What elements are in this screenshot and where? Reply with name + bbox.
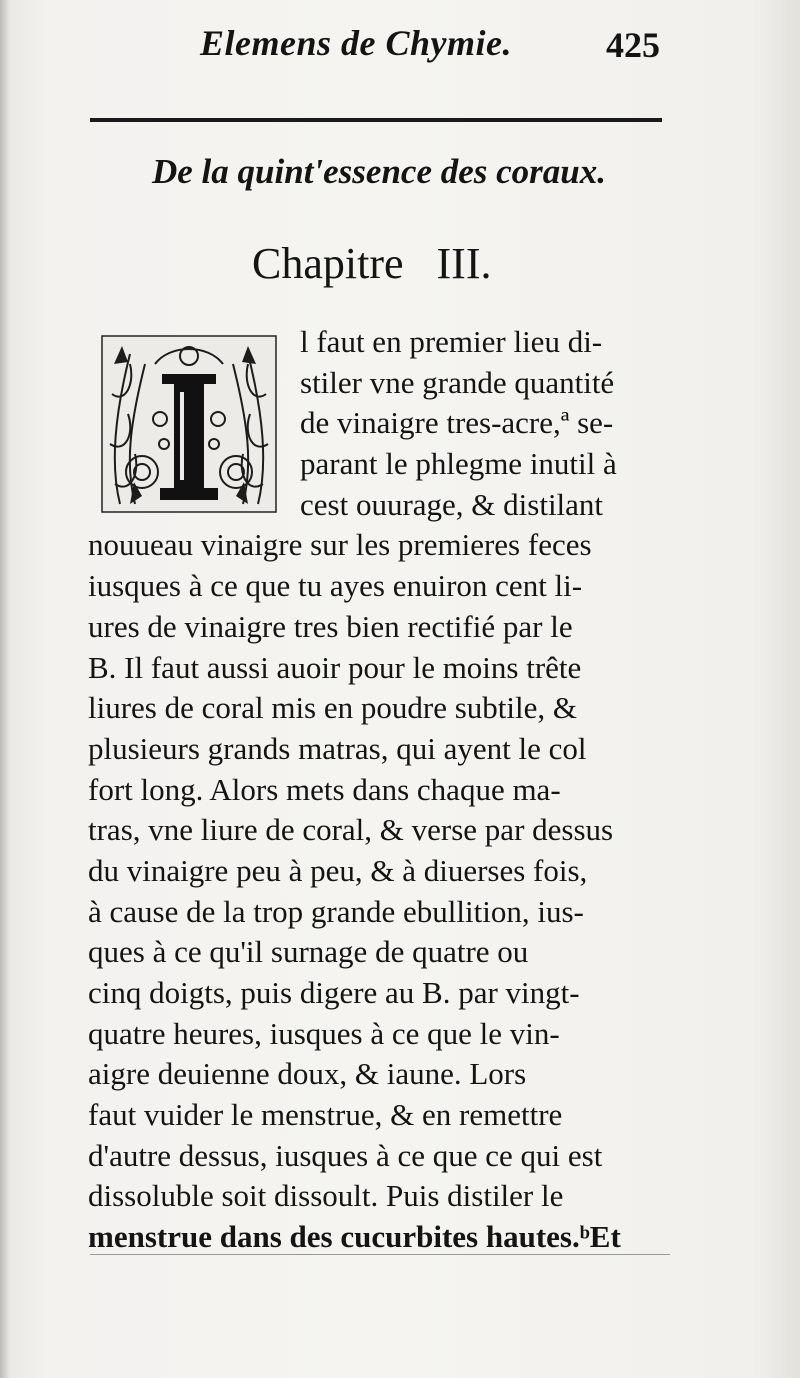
page-number: 425 (606, 25, 660, 65)
text-line: parant le phlegme inutil à (300, 446, 617, 482)
text-line: plusieurs grands matras, qui ayent le col (88, 730, 587, 766)
bottom-rule (90, 1254, 670, 1255)
text-line: du vinaigre peu à peu, & à diuerses fois, (88, 852, 588, 888)
text-line: dissoluble soit dissoult. Puis distiler le (88, 1178, 564, 1214)
text-line: quatre heures, iusques à ce que le vin- (88, 1015, 560, 1051)
header-rule (90, 118, 662, 122)
page-gutter-shadow (0, 0, 10, 1378)
chapter-heading: Chapitre III. (252, 239, 492, 288)
text-line: cinq doigts, puis digere au B. par vingt- (88, 975, 580, 1010)
text-line: tras, vne liure de coral, & verse par dessus (88, 812, 614, 848)
text-line: fort long. Alors mets dans chaque ma- (88, 771, 561, 807)
text-line: d'autre dessus, iusques à ce que ce qui est (88, 1137, 603, 1173)
section-title: De la quint'essence des coraux. (152, 152, 607, 191)
text-line: aigre deuienne doux, & iaune. Lors (88, 1056, 527, 1092)
text-line: B. Il faut aussi auoir pour le moins trête (88, 649, 582, 685)
body-text (88, 322, 676, 1258)
text-line: menstrue dans des cucurbites hautes.ᵇEt (88, 1219, 621, 1255)
text-line: de vinaigre tres-acre,ª se- (300, 405, 614, 441)
text-line: l faut en premier lieu di- (300, 324, 603, 359)
text-line: nouueau vinaigre sur les premieres feces (88, 527, 592, 563)
text-line: faut vuider le menstrue, & en remettre (88, 1097, 563, 1133)
text-line: iusques à ce que tu ayes enuiron cent li- (88, 568, 583, 604)
text-line: à cause de la trop grande ebullition, ius- (88, 893, 584, 929)
text-line: ures de vinaigre tres bien rectifié par le (88, 608, 573, 644)
text-line: ques à ce qu'il surnage de quatre ou (88, 934, 529, 970)
text-line: liures de coral mis en poudre subtile, & (88, 690, 577, 726)
text-line: stiler vne grande quantité (300, 364, 615, 400)
running-head: Elemens de Chymie. (200, 23, 512, 63)
text-line: cest ouurage, & distilant (300, 486, 604, 522)
